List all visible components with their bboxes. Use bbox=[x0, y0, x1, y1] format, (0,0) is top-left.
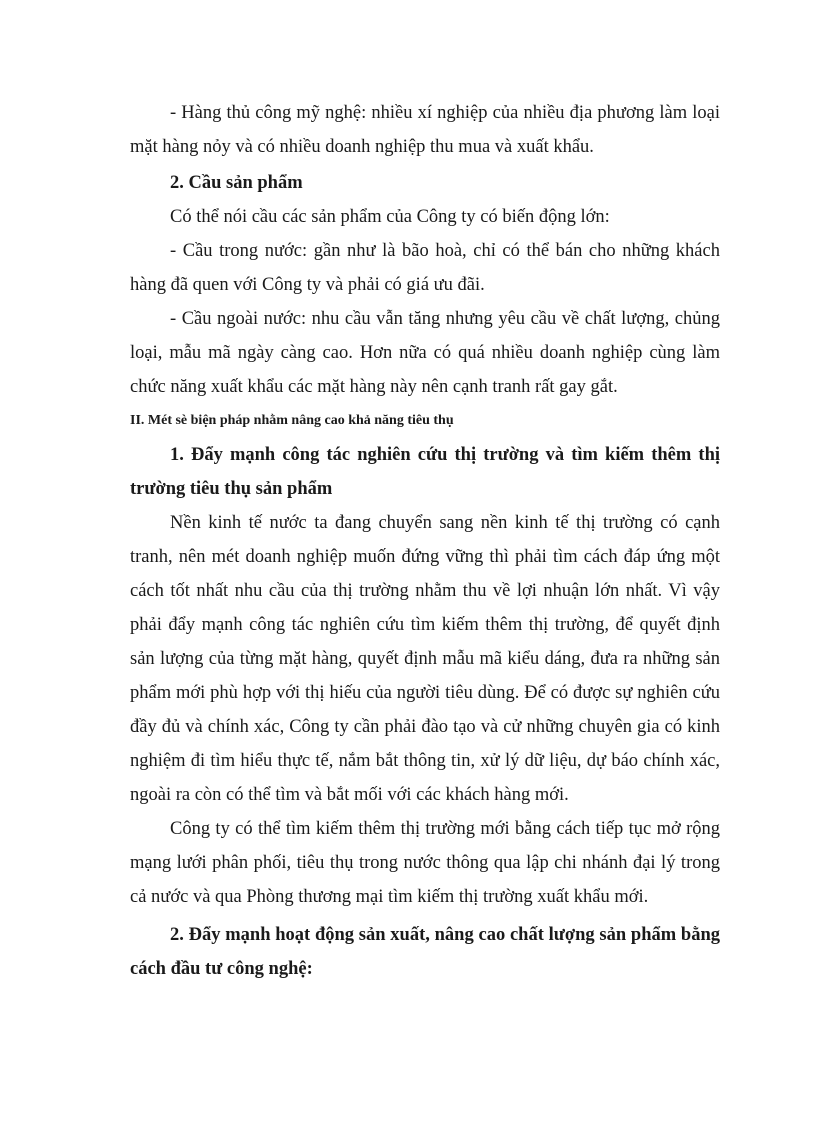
section-heading-measures: II. Mét sè biện pháp nhằm nâng cao khả năng tiêu thụ bbox=[130, 413, 454, 428]
paragraph-domestic-demand: - Cầu trong nước: gần như là bão hoà, chỉ có thể bán cho những khách hàng đã quen với Công ty và phải có giá ưu đãi. bbox=[130, 241, 720, 295]
paragraph-new-markets: Công ty có thể tìm kiếm thêm thị trường mới bằng cách tiếp tục mở rộng mạng lưới phân phối, tiêu thụ trong nước thông qua lập chi nhánh đại lý trong cả nước và qua Phòng thương mại tìm kiếm thị trường xuất khẩu mới. bbox=[130, 819, 720, 907]
paragraph-handicraft: - Hàng thủ công mỹ nghệ: nhiều xí nghiệp của nhiều địa phương làm loại mặt hàng nỏy và có nhiều doanh nghiệp thu mua và xuất khẩu. bbox=[130, 103, 720, 157]
document-body bbox=[130, 96, 720, 986]
paragraph-market-economy: Nền kinh tế nước ta đang chuyển sang nền kinh tế thị trường có cạnh tranh, nên mét doanh nghiệp muốn đứng vững thì phải tìm cách đáp ứng một cách tốt nhất nhu cầu của thị trường nhằm thu về lợi nhuận lớn nhất. Vì vậy phải đẩy mạnh công tác nghiên cứu tìm kiếm thêm thị trường, để quyết định sản lượng của từng mặt hàng, quyết định mẫu mã kiểu dáng, đưa ra những sản phẩm mới phù hợp với thị hiếu của người tiêu dùng. Để có được sự nghiên cứu đầy đủ và chính xác, Công ty cần phải đào tạo và cử những chuyên gia có kinh nghiệm đi tìm hiểu thực tế, nắm bắt thông tin, xử lý dữ liệu, dự báo chính xác, ngoài ra còn có thể tìm và bắt mối với các khách hàng mới. bbox=[130, 513, 720, 805]
paragraph-demand-intro: Có thể nói cầu các sản phẩm của Công ty có biến động lớn: bbox=[170, 207, 610, 227]
heading-market-research: 1. Đẩy mạnh công tác nghiên cứu thị trường và tìm kiếm thêm thị trường tiêu thụ sản phẩm bbox=[130, 445, 720, 499]
paragraph-foreign-demand: - Cầu ngoài nước: nhu cầu vẫn tăng nhưng yêu cầu về chất lượng, chủng loại, mẫu mã ngày càng cao. Hơn nữa có quá nhiều doanh nghiệp cùng làm chức năng xuất khẩu các mặt hàng này nên cạnh tranh rất gay gắt. bbox=[130, 309, 720, 397]
heading-product-demand: 2. Cầu sản phẩm bbox=[170, 173, 303, 193]
heading-production-technology: 2. Đẩy mạnh hoạt động sản xuất, nâng cao chất lượng sản phẩm bằng cách đầu tư công nghệ: bbox=[130, 925, 720, 979]
